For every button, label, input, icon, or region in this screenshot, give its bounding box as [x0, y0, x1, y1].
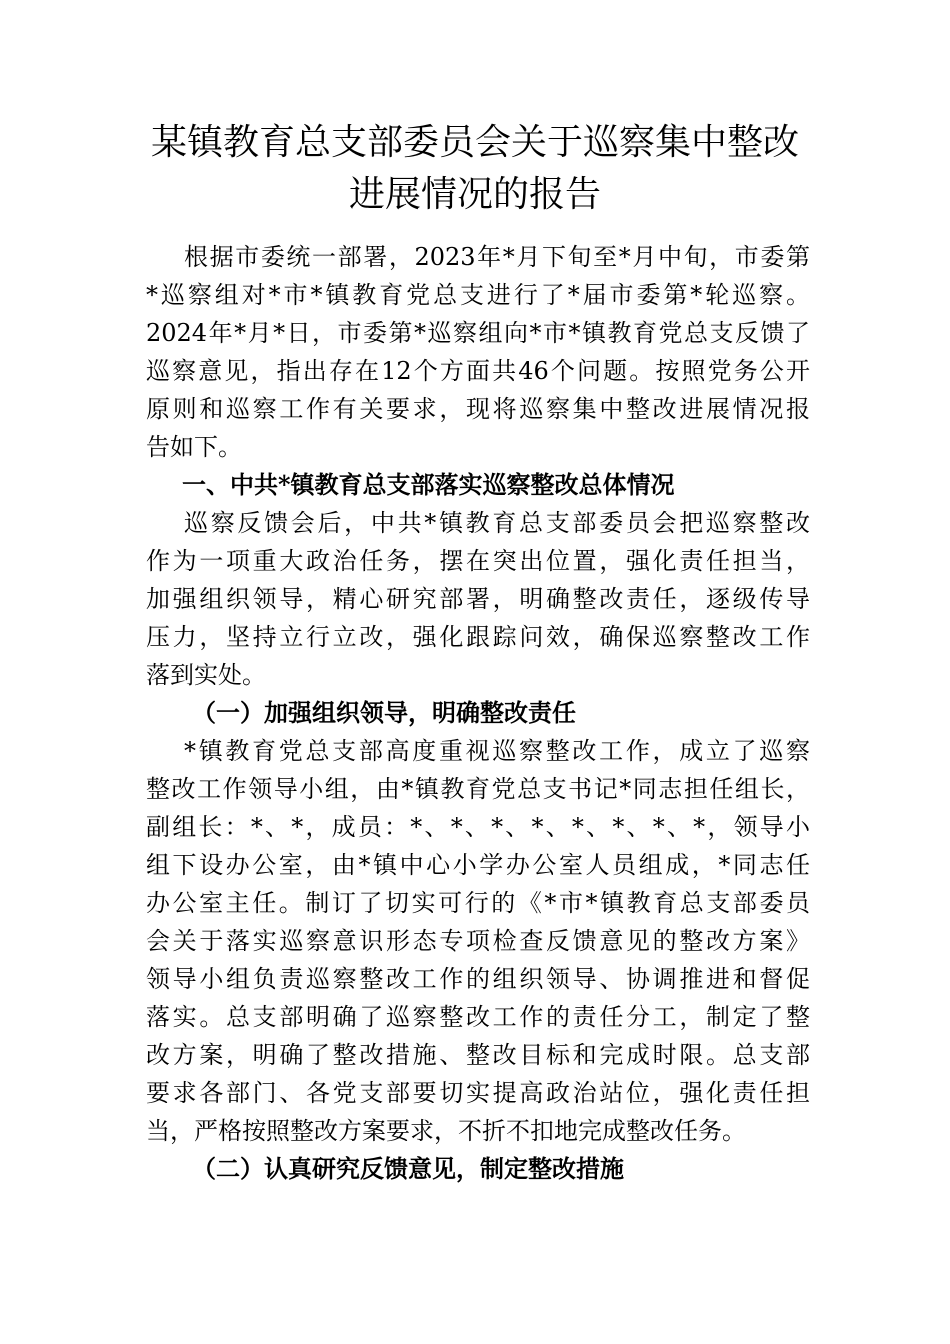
paragraph-intro [146, 238, 810, 466]
paragraph-line: 办公室主任。制订了切实可行的《*市*镇教育总支部委员 [146, 889, 810, 917]
paragraph-line: 整改工作领导小组，由*镇教育党总支书记*同志担任组长， [146, 775, 810, 803]
paragraph-line: 领导小组负责巡察整改工作的组织领导、协调推进和督促 [146, 965, 810, 993]
document-title-line-1: 某镇教育总支部委员会关于巡察集中整改 [150, 122, 799, 163]
paragraph-line: 副组长：*、*，成员：*、*、*、*、*、*、*、*，领导小 [146, 813, 810, 841]
subsection-heading-1: （一）加强组织领导，明确整改责任 [192, 698, 576, 727]
paragraph-organization [146, 732, 810, 1150]
paragraph-line: *镇教育党总支部高度重视巡察整改工作，成立了巡察 [184, 737, 810, 765]
paragraph-line: 原则和巡察工作有关要求，现将巡察集中整改进展情况报 [146, 395, 810, 423]
paragraph-line: 会关于落实巡察意识形态专项检查反馈意见的整改方案》 [146, 927, 810, 955]
paragraph-line: 落实。总支部明确了巡察整改工作的责任分工，制定了整 [146, 1003, 810, 1031]
paragraph-line: 加强组织领导，精心研究部署，明确整改责任，逐级传导 [146, 585, 810, 613]
paragraph-overview [146, 504, 810, 694]
paragraph-line: 巡察意见，指出存在12个方面共46个问题。按照党务公开 [146, 357, 810, 385]
paragraph-line: 落到实处。 [146, 661, 266, 689]
paragraph-line: 组下设办公室，由*镇中心小学办公室人员组成，*同志任 [146, 851, 810, 879]
paragraph-line: 告如下。 [146, 433, 242, 461]
paragraph-line: 2024年*月*日，市委第*巡察组向*市*镇教育党总支反馈了 [146, 319, 810, 347]
paragraph-line: 当，严格按照整改方案要求，不折不扣地完成整改任务。 [146, 1117, 746, 1145]
paragraph-line: 作为一项重大政治任务，摆在突出位置，强化责任担当， [146, 547, 810, 575]
paragraph-line: 要求各部门、各党支部要切实提高政治站位，强化责任担 [146, 1079, 810, 1107]
paragraph-line: 根据市委统一部署，2023年*月下旬至*月中旬，市委第 [184, 243, 810, 271]
paragraph-line: 巡察反馈会后，中共*镇教育总支部委员会把巡察整改 [184, 509, 810, 537]
paragraph-line: *巡察组对*市*镇教育党总支进行了*届市委第*轮巡察。 [146, 281, 810, 309]
document-body [146, 238, 810, 1188]
paragraph-line: 压力，坚持立行立改，强化跟踪问效，确保巡察整改工作 [146, 623, 810, 651]
section-heading-1: 一、中共*镇教育总支部落实巡察整改总体情况 [182, 470, 675, 499]
paragraph-line: 改方案，明确了整改措施、整改目标和完成时限。总支部 [146, 1041, 810, 1069]
subsection-heading-2: （二）认真研究反馈意见，制定整改措施 [192, 1154, 624, 1183]
document-title-line-2: 进展情况的报告 [348, 174, 601, 215]
